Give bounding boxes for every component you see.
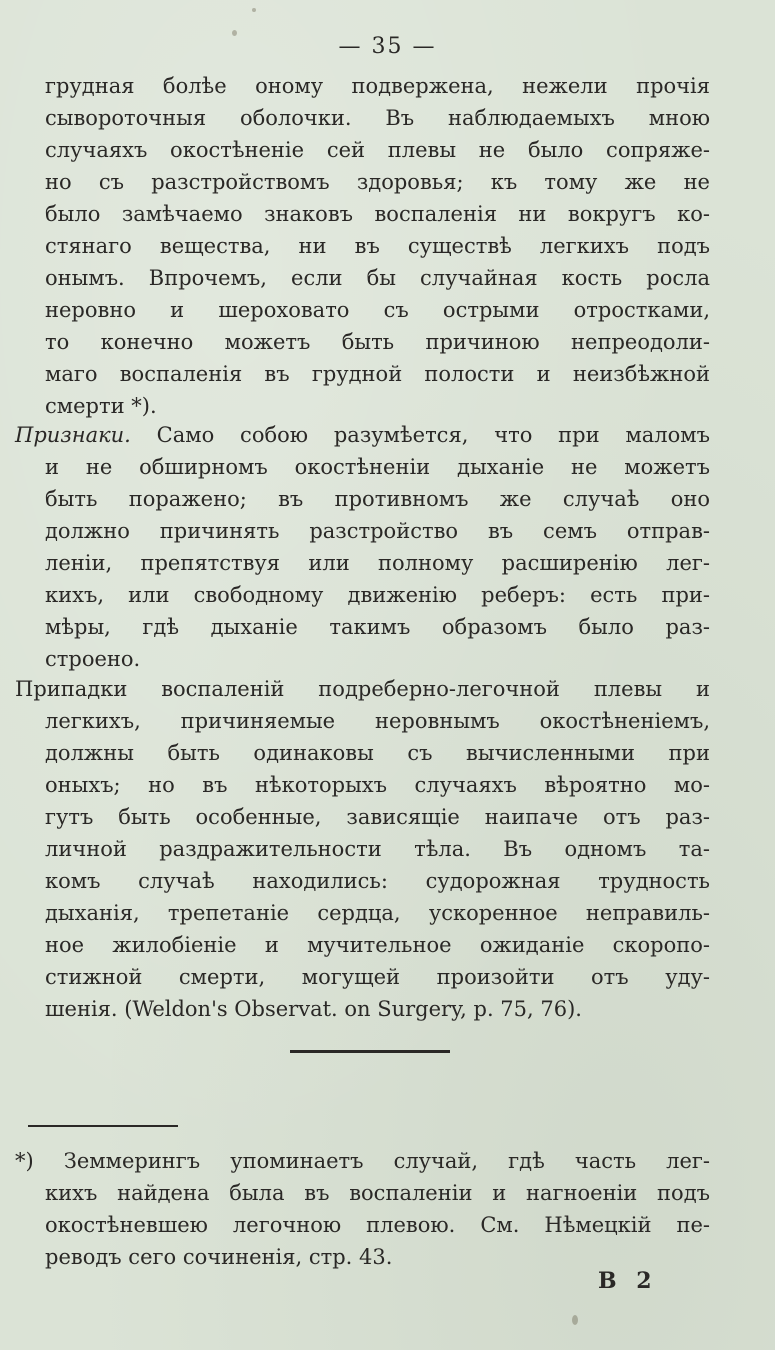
paragraph-line: шенія. (Weldon's Observat. on Surgery, p. 75, 76). <box>45 997 582 1021</box>
paragraph-line: кихъ, или свободному движенію реберъ: есть при- <box>45 583 710 607</box>
paragraph-line: быть поражено; въ противномъ же случаѣ оно <box>45 487 710 511</box>
paper-speck <box>252 8 256 12</box>
paragraph-line: но съ разстройствомъ здоровья; къ тому же не <box>45 170 710 194</box>
paragraph-line: сывороточныя оболочки. Въ наблюдаемыхъ мною <box>45 106 710 130</box>
section-divider <box>290 1050 450 1053</box>
paragraph-line: должны быть одинаковы съ вычисленными при <box>45 741 710 765</box>
paragraph-line: было замѣчаемо знаковъ воспаленія ни вокругъ ко- <box>45 202 710 226</box>
paper-speck <box>572 1315 578 1325</box>
paragraph-line: ное жилобіеніе и мучительное ожиданіе скоропо- <box>45 933 710 957</box>
paragraph-line: неровно и шероховато съ острыми отростками, <box>45 298 710 322</box>
footnote-line: реводъ сего сочиненія, стр. 43. <box>45 1245 393 1269</box>
paragraph-line: мѣры, гдѣ дыханіе такимъ образомъ было раз- <box>45 615 710 639</box>
paragraph-line: случаяхъ окостѣненіе сей плевы не было сопряже- <box>45 138 710 162</box>
footnote-line: *) Земмерингъ упоминаетъ случай, гдѣ часть лег- <box>15 1149 710 1173</box>
paragraph-line: оныхъ; но въ нѣкоторыхъ случаяхъ вѣроятно мо- <box>45 773 710 797</box>
paragraph-line: леніи, препятствуя или полному расширенію лег- <box>45 551 710 575</box>
paragraph-line: должно причинять разстройство въ семъ отправ- <box>45 519 710 543</box>
paragraph-line: и не обширномъ окостѣненіи дыханіе не можетъ <box>45 455 710 479</box>
paragraph-line: смерти *). <box>45 394 157 418</box>
paragraph-line: грудная болѣе оному подвержена, нежели прочія <box>45 74 710 98</box>
paragraph-line <box>15 419 710 451</box>
paragraph-line-text: Само собою разумѣется, что при маломъ <box>130 423 710 447</box>
paragraph-line: то конечно можетъ быть причиною непреодоли- <box>45 330 710 354</box>
paragraph-line: Припадки воспаленій подреберно-легочной плевы и <box>15 677 710 701</box>
paragraph-lead: Признаки. <box>15 423 131 447</box>
signature-mark: В 2 <box>598 1268 658 1294</box>
paragraph-line: маго воспаленія въ грудной полости и неизбѣжной <box>45 362 710 386</box>
footnote-rule <box>28 1125 178 1127</box>
paragraph-line: личной раздражительности тѣла. Въ одномъ та- <box>45 837 710 861</box>
footnote-line: окостѣневшею легочною плевою. См. Нѣмецкій пе- <box>45 1213 710 1237</box>
paragraph-line: строено. <box>45 647 141 671</box>
paragraph-line: стянаго вещества, ни въ существѣ легкихъ подъ <box>45 234 710 258</box>
paragraph-line: онымъ. Впрочемъ, если бы случайная кость росла <box>45 266 710 290</box>
footnote-line: кихъ найдена была въ воспаленіи и нагноеніи подъ <box>45 1181 710 1205</box>
paragraph-line: стижной смерти, могущей произойти отъ уду- <box>45 965 710 989</box>
paragraph-line: легкихъ, причиняемые неровнымъ окостѣненіемъ, <box>45 709 710 733</box>
paragraph-line: гутъ быть особенные, зависящіе наипаче отъ раз- <box>45 805 710 829</box>
page-number: — 35 — <box>338 34 437 59</box>
paragraph-line: комъ случаѣ находились: судорожная трудность <box>45 869 710 893</box>
paragraph-line: дыханія, трепетаніе сердца, ускоренное неправиль- <box>45 901 710 925</box>
